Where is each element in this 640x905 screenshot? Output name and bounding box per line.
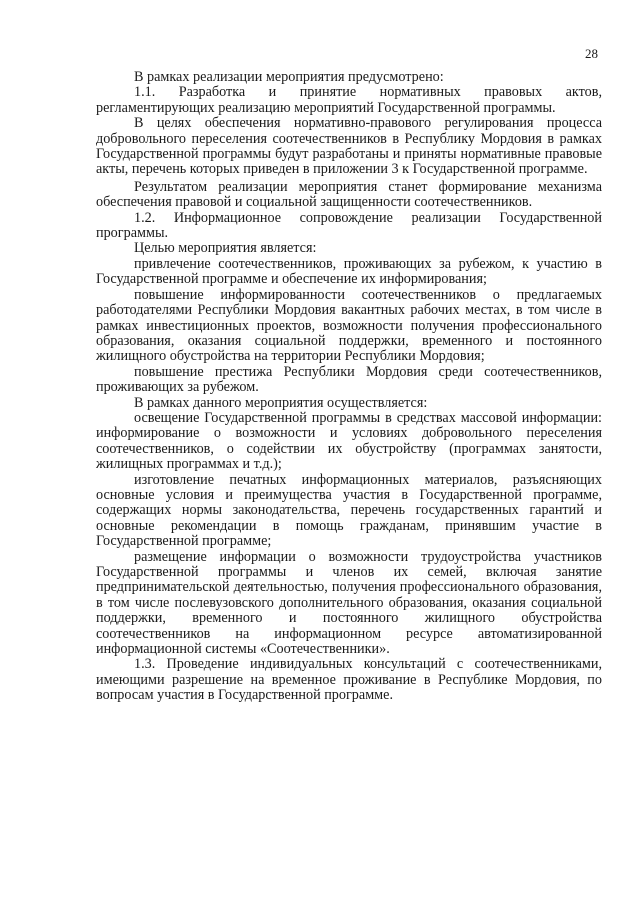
paragraph: повышение престижа Республики Мордовия среди соотечественников, проживающих за рубежом. <box>96 363 602 396</box>
paragraph: 1.1. Разработка и принятие нормативных правовых актов, регламентирующих реализацию мероприятий Государственной программы. <box>96 84 602 116</box>
paragraph: Результатом реализации мероприятия станет формирование механизма обеспечения правовой и социальной защищенности соотечественников. <box>96 178 602 211</box>
paragraph: размещение информации о возможности трудоустройства участников Государственной программы и членов их семей, включая занятие предпринимательской деятельностью, получения профессионального образования, в том числе послевузовского дополнительного образования, оказания социальной поддержки, временного и постоянного жилищного обустройства соотечественников на информационном ресурсе автоматизированной информационной системы «Соотечественники». <box>96 548 602 658</box>
paragraph: повышение информированности соотечественников о предлагаемых работодателями Республики Мордовия вакантных рабочих местах, в том числе в рамках инвестиционных проектов, возможности получения профессионального образования, оказания социальной поддержки, временного и постоянного жилищного обустройства на территории Республики Мордовия; <box>96 286 602 365</box>
paragraph: Целью мероприятия является: <box>134 240 317 257</box>
paragraph: 1.3. Проведение индивидуальных консультаций с соотечественниками, имеющими разрешение на временное проживание в Республике Мордовия, по вопросам участия в Государственной программе. <box>96 656 602 704</box>
paragraph: В рамках данного мероприятия осуществляется: <box>134 394 428 411</box>
paragraph: привлечение соотечественников, проживающих за рубежом, к участию в Государственной программе и обеспечение их информирования; <box>96 255 602 288</box>
paragraph: В целях обеспечения нормативно-правового регулирования процесса добровольного переселения соотечественников в Республику Мордовия в рамках Государственной программы будут разработаны и приняты нормативные правовые акты, перечень которых приведен в приложении 3 к Государственной программе. <box>96 115 602 178</box>
page-number: 28 <box>585 46 598 61</box>
paragraph: освещение Государственной программы в средствах массовой информации: информирование о возможности и условиях добровольного переселения соотечественников, о содействии их обустройству (программах занятости, жилищных программах и т.д.); <box>96 409 602 473</box>
paragraph: изготовление печатных информационных материалов, разъясняющих основные условия и преимущества участия в Государственной программе, содержащих нормы законодательства, перечень государственных гарантий и основные рекомендации в помощь гражданам, принявшим участие в Государственной программе; <box>96 471 602 550</box>
paragraph: 1.2. Информационное сопровождение реализации Государственной программы. <box>96 209 602 242</box>
document-body <box>96 70 602 704</box>
paragraph: В рамках реализации мероприятия предусмотрено: <box>134 69 444 85</box>
